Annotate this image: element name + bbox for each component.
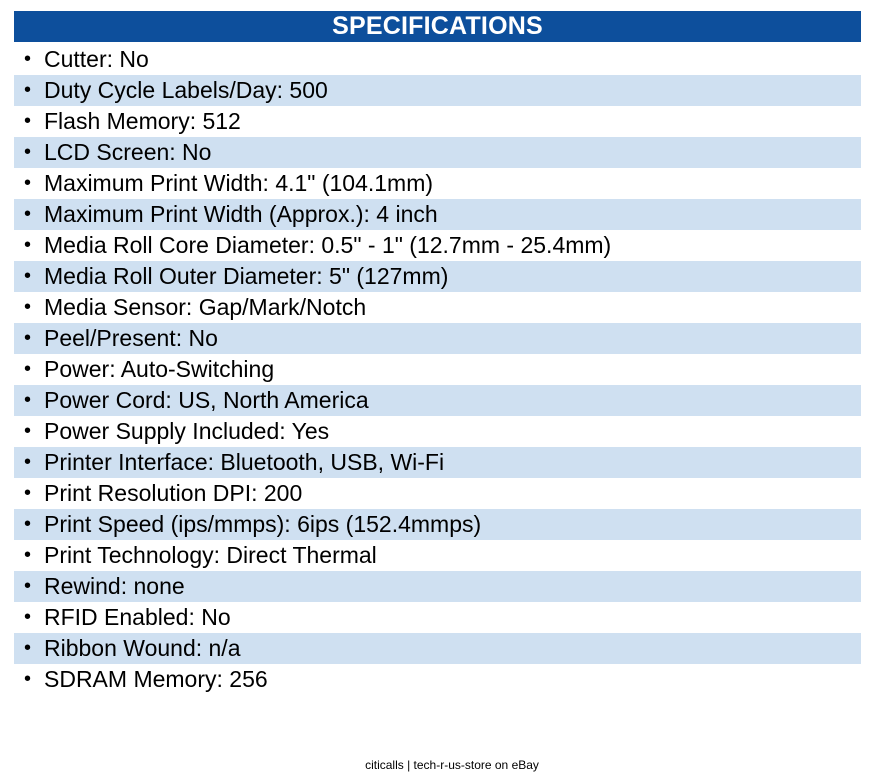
spec-row <box>14 230 861 261</box>
bullet-icon: • <box>24 141 32 163</box>
spec-text: Power: Auto-Switching <box>44 356 275 382</box>
bullet-icon: • <box>24 48 32 70</box>
bullet-icon: • <box>24 327 32 349</box>
spec-text: Print Technology: Direct Thermal <box>44 542 377 568</box>
spec-row <box>14 292 861 323</box>
bullet-icon: • <box>24 575 32 597</box>
spec-text: Power Supply Included: Yes <box>44 418 330 444</box>
bullet-icon: • <box>24 265 32 287</box>
spec-row <box>14 137 861 168</box>
spec-text: Rewind: none <box>44 573 185 599</box>
spec-text: Cutter: No <box>44 46 149 72</box>
footer-credit: citicalls | tech-r-us-store on eBay <box>365 758 539 772</box>
bullet-icon: • <box>24 482 32 504</box>
spec-text: Media Roll Outer Diameter: 5" (127mm) <box>44 263 449 289</box>
spec-text: Duty Cycle Labels/Day: 500 <box>44 77 328 103</box>
spec-row <box>14 602 861 633</box>
spec-row <box>14 664 861 695</box>
spec-text: Maximum Print Width (Approx.): 4 inch <box>44 201 438 227</box>
bullet-icon: • <box>24 234 32 256</box>
bullet-icon: • <box>24 110 32 132</box>
spec-text: LCD Screen: No <box>44 139 212 165</box>
spec-text: Flash Memory: 512 <box>44 108 241 134</box>
bullet-icon: • <box>24 79 32 101</box>
spec-text: Printer Interface: Bluetooth, USB, Wi-Fi <box>44 449 445 475</box>
bullet-icon: • <box>24 637 32 659</box>
spec-row <box>14 75 861 106</box>
spec-text: Media Roll Core Diameter: 0.5" - 1" (12.7mm - 25.4mm) <box>44 232 612 258</box>
spec-text: Media Sensor: Gap/Mark/Notch <box>44 294 367 320</box>
bullet-icon: • <box>24 172 32 194</box>
bullet-icon: • <box>24 389 32 411</box>
spec-text: Power Cord: US, North America <box>44 387 369 413</box>
spec-text: Print Speed (ips/mmps): 6ips (152.4mmps) <box>44 511 482 537</box>
spec-text: SDRAM Memory: 256 <box>44 666 268 692</box>
spec-row <box>14 354 861 385</box>
bullet-icon: • <box>24 451 32 473</box>
spec-row <box>14 509 861 540</box>
bullet-icon: • <box>24 358 32 380</box>
spec-row <box>14 633 861 664</box>
spec-text: Maximum Print Width: 4.1" (104.1mm) <box>44 170 434 196</box>
spec-row <box>14 385 861 416</box>
specifications-header: SPECIFICATIONS <box>14 11 861 42</box>
spec-row <box>14 199 861 230</box>
bullet-icon: • <box>24 203 32 225</box>
spec-row <box>14 540 861 571</box>
spec-row <box>14 168 861 199</box>
spec-row <box>14 261 861 292</box>
bullet-icon: • <box>24 606 32 628</box>
bullet-icon: • <box>24 296 32 318</box>
spec-row <box>14 416 861 447</box>
spec-row <box>14 323 861 354</box>
spec-row <box>14 571 861 602</box>
bullet-icon: • <box>24 668 32 690</box>
spec-text: Print Resolution DPI: 200 <box>44 480 303 506</box>
spec-row <box>14 447 861 478</box>
bullet-icon: • <box>24 544 32 566</box>
bullet-icon: • <box>24 513 32 535</box>
spec-list <box>14 44 861 695</box>
spec-row <box>14 106 861 137</box>
spec-text: Peel/Present: No <box>44 325 218 351</box>
bullet-icon: • <box>24 420 32 442</box>
spec-text: Ribbon Wound: n/a <box>44 635 241 661</box>
spec-row <box>14 478 861 509</box>
spec-row <box>14 44 861 75</box>
spec-text: RFID Enabled: No <box>44 604 231 630</box>
